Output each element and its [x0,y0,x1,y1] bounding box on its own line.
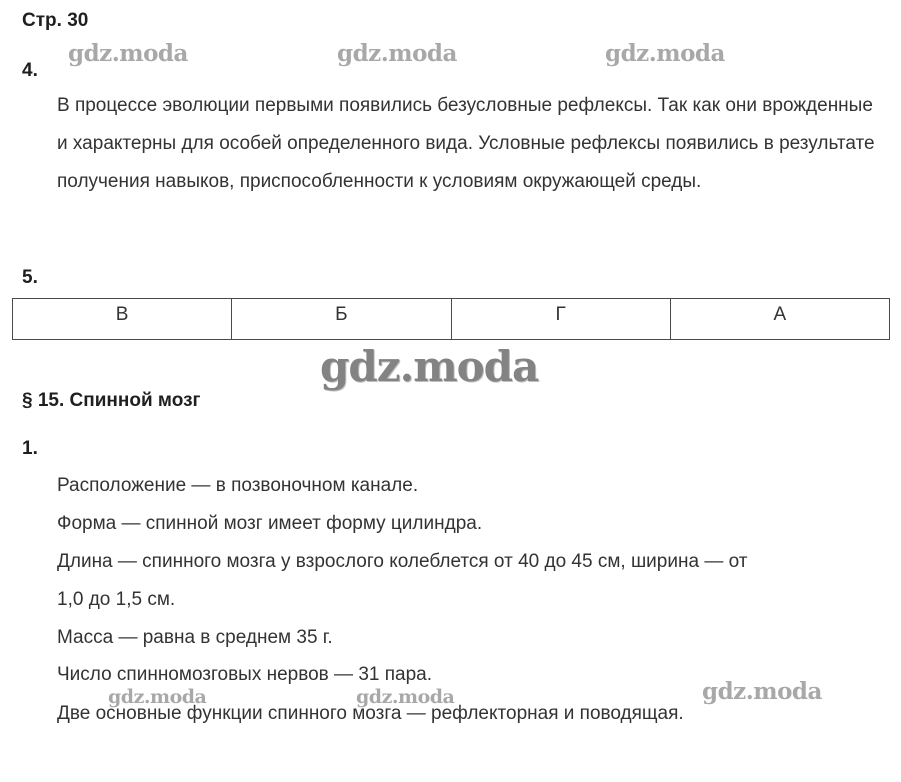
watermark: gdz.moda [337,40,457,67]
answer-line: Две основные функции спинного мозга — рефлекторная и поводящая. [57,703,684,724]
answer-line: Длина — спинного мозга у взрослого колеблется от 40 до 45 см, ширина — от [57,551,748,572]
answer-cell: А [670,299,889,340]
watermark: gdz.moda [320,342,539,391]
watermark: gdz.moda [356,686,455,708]
answer-table [12,298,890,340]
answer-line: Расположение — в позвоночном канале. [57,475,419,496]
answer-cell: В [13,299,232,340]
task-number: 1. [22,438,38,459]
watermark: gdz.moda [605,40,725,67]
table-row [13,299,890,340]
task-number: 5. [22,267,38,288]
answer-line: Форма — спинной мозг имеет форму цилиндра. [57,513,483,534]
answer-cell: Г [451,299,670,340]
watermark: gdz.moda [702,678,822,705]
task-answer-text: В процессе эволюции первыми появились безусловные рефлексы. Так как они врожденные и характерны для особей определенного вида. Условные рефлексы появились в результате получения навыков, приспособленности к условиям окружающей среды. [57,95,875,192]
answer-line: Число спинномозговых нервов — 31 пара. [57,664,433,685]
task-number: 4. [22,60,38,81]
watermark: gdz.moda [68,40,188,67]
answer-line: Масса — равна в среднем 35 г. [57,627,333,648]
answer-cell: Б [232,299,451,340]
watermark: gdz.moda [108,686,207,708]
section-title: § 15. Спинной мозг [22,390,201,411]
answer-line: 1,0 до 1,5 см. [57,589,176,610]
page-label: Стр. 30 [22,10,89,31]
